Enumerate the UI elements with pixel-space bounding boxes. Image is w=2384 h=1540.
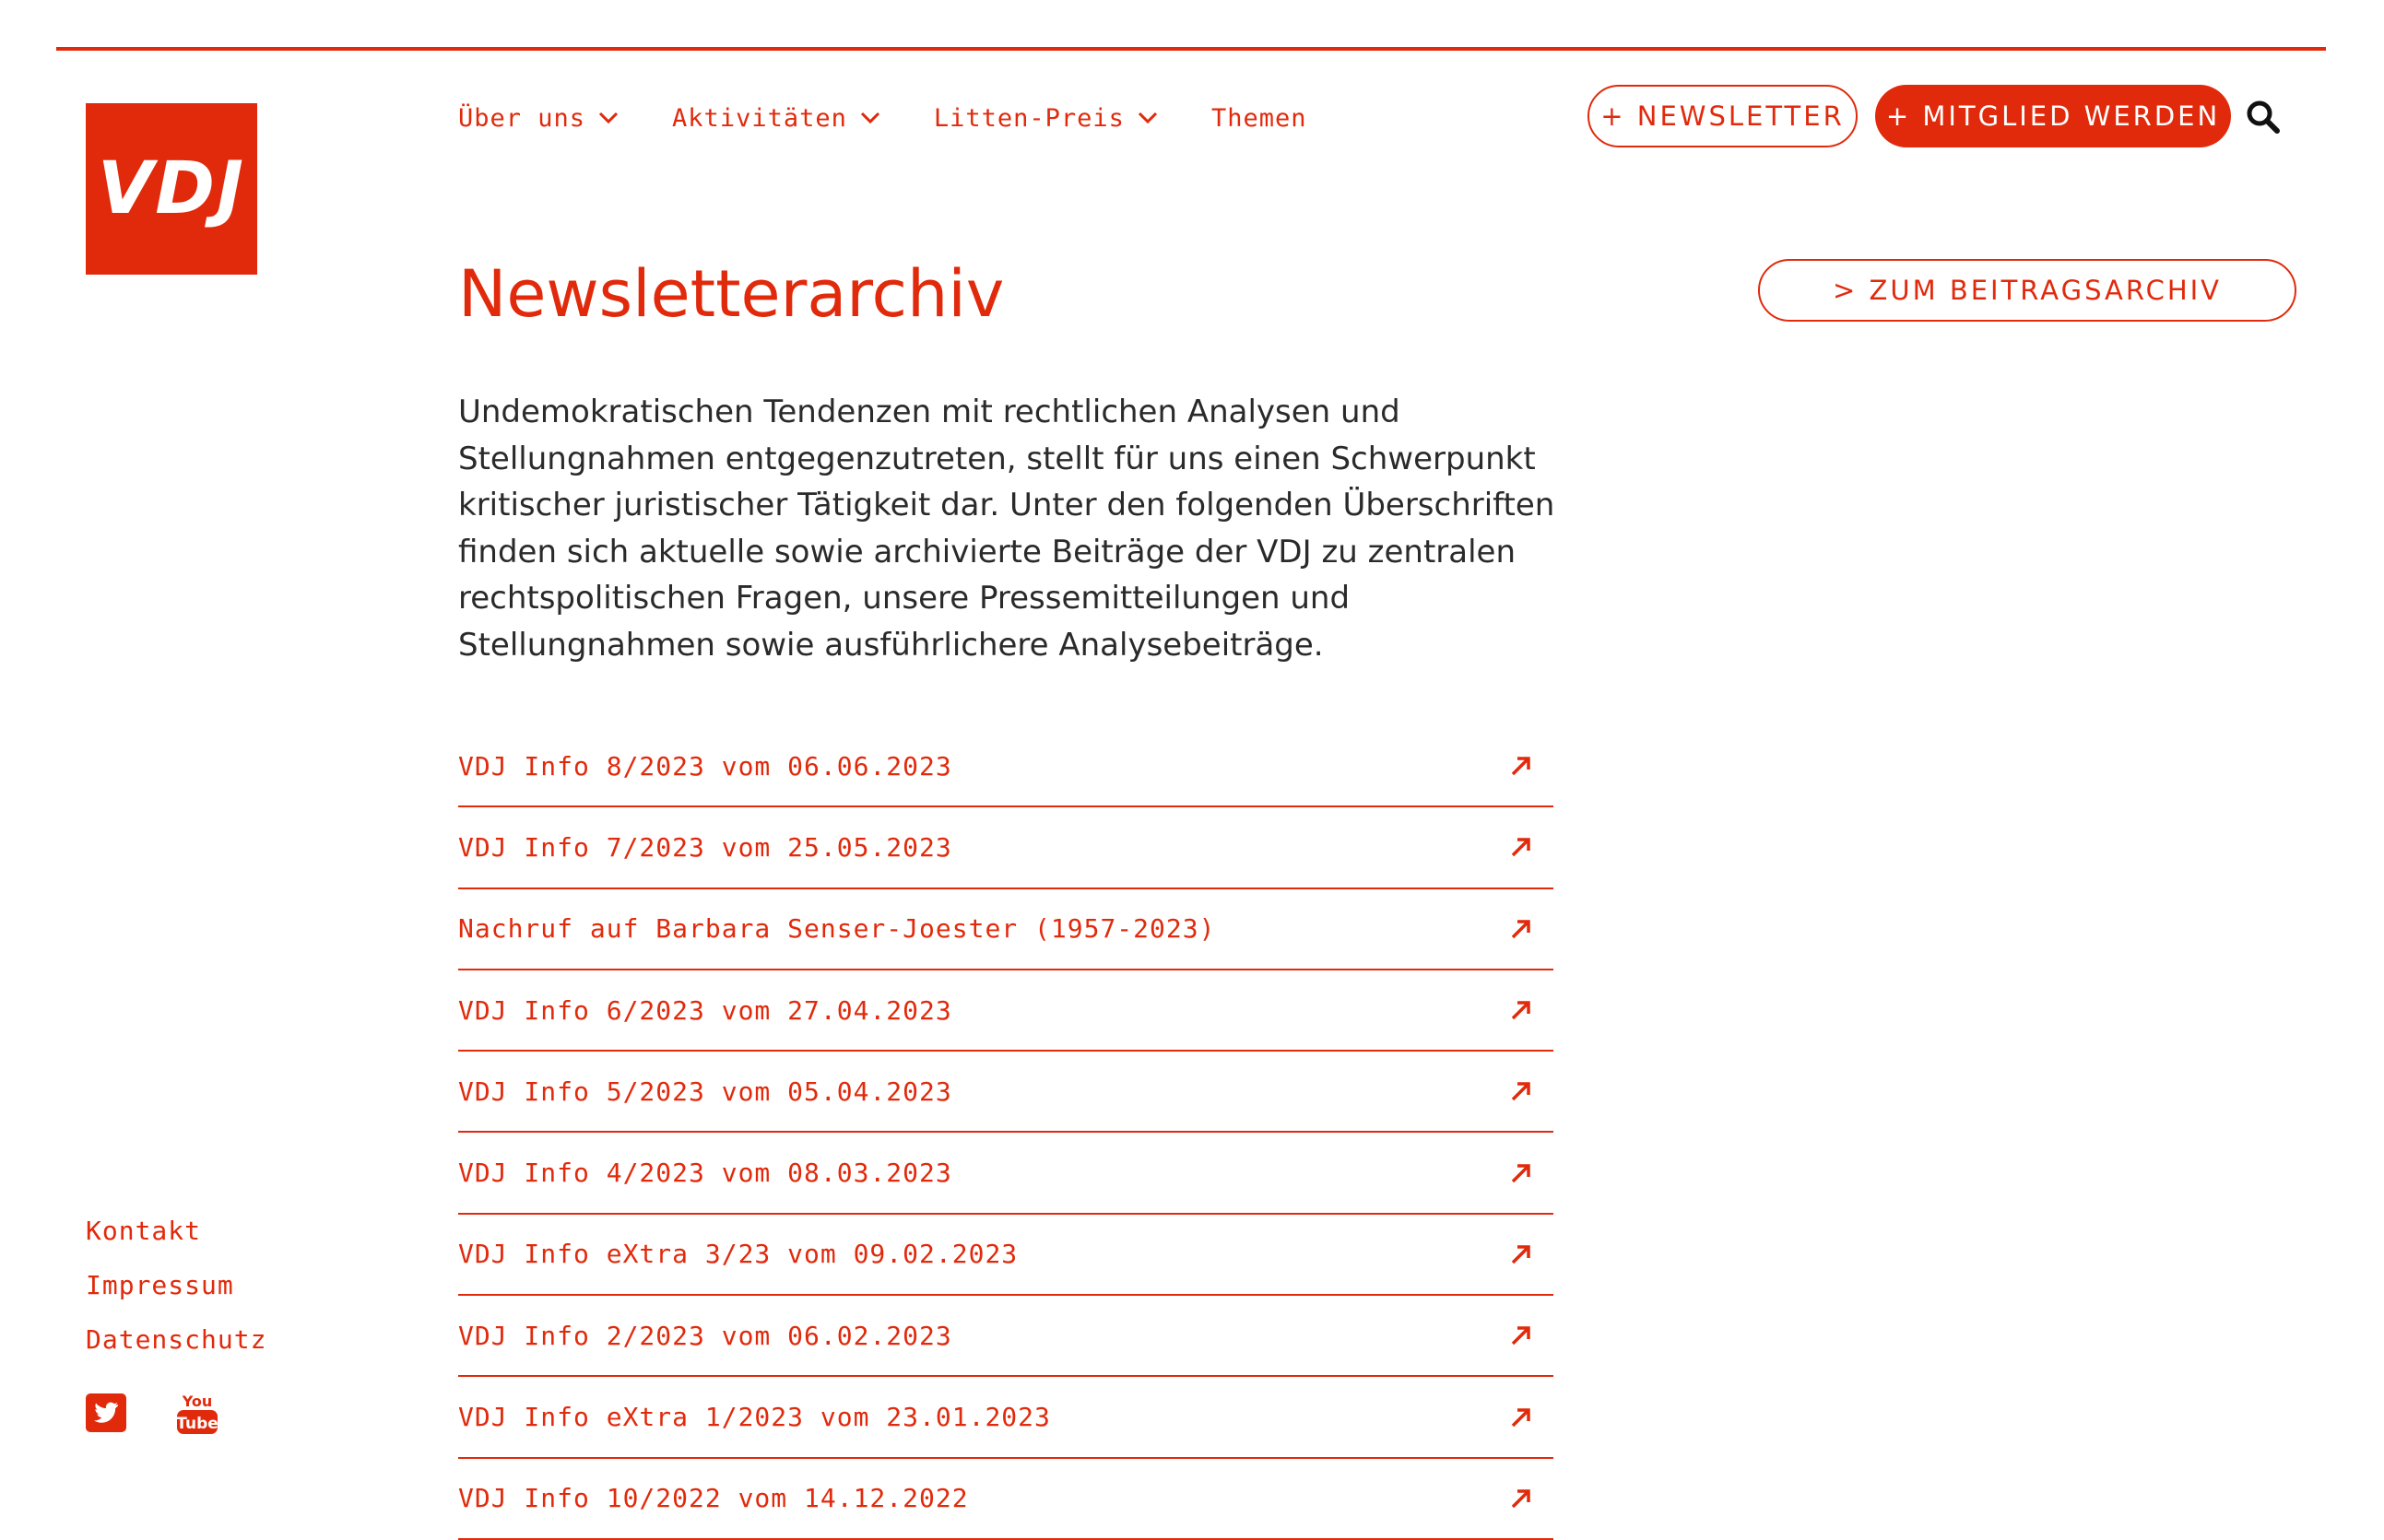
list-item[interactable] [458,889,1553,970]
logo-text: VDJ [97,147,246,230]
post-archive-button[interactable]: > ZUM BEITRAGSARCHIV [1758,259,2296,322]
list-item-label: VDJ Info 6/2023 vom 27.04.2023 [458,994,952,1026]
list-item-label: VDJ Info 5/2023 vom 05.04.2023 [458,1076,952,1107]
arrow-up-right-icon [1509,1323,1533,1347]
chevron-down-icon [860,112,880,124]
youtube-icon[interactable] [175,1390,219,1436]
intro-line: Stellungnahmen sowie ausführlichere Analysebeiträge. [458,626,1324,664]
list-item[interactable] [458,1459,1553,1540]
svg-text:Tube: Tube [176,1415,218,1433]
newsletter-list [458,726,1553,1540]
intro-line: Stellungnahmen entgegenzutreten, stellt für uns einen Schwerpunkt [458,440,1536,477]
become-member-button[interactable]: + MITGLIED WERDEN [1875,85,2231,147]
newsletter-button[interactable]: + NEWSLETTER [1587,85,1858,147]
nav-item-litten-preis[interactable] [934,104,1158,133]
list-item[interactable] [458,1377,1553,1458]
intro-line: Undemokratischen Tendenzen mit rechtlichen Analysen und [458,394,1400,430]
list-item[interactable] [458,1052,1553,1133]
chevron-down-icon [598,112,619,124]
nav-item-themen[interactable] [1211,104,1307,133]
list-item[interactable] [458,1215,1553,1296]
list-item-label: VDJ Info 2/2023 vom 06.02.2023 [458,1320,952,1351]
list-item-label: Nachruf auf Barbara Senser-Joester (1957-2023) [458,913,1216,945]
page-title: Newsletterarchiv [458,256,1005,332]
arrow-up-right-icon [1509,1487,1533,1511]
list-item-label: VDJ Info eXtra 3/23 vom 09.02.2023 [458,1239,1019,1270]
nav-item-label: Litten-Preis [933,103,1125,133]
nav-item-aktivitaeten[interactable] [672,104,880,133]
arrow-up-right-icon [1509,835,1533,859]
intro-line: rechtspolitischen Fragen, unsere Pressemitteilungen und [458,580,1351,617]
vdj-logo[interactable] [86,103,257,275]
list-item[interactable] [458,726,1553,807]
nav-item-label: Über uns [458,103,586,133]
intro-line: kritischer juristischer Tätigkeit dar. Unter den folgenden Überschriften [458,487,1555,523]
twitter-icon[interactable] [86,1393,126,1432]
search-icon[interactable] [2246,100,2281,135]
arrow-up-right-icon [1509,1079,1533,1103]
list-item[interactable] [458,1133,1553,1214]
list-item-label: VDJ Info eXtra 1/2023 vom 23.01.2023 [458,1402,1051,1433]
arrow-up-right-icon [1509,1161,1533,1185]
main-nav [458,100,1306,136]
arrow-up-right-icon [1509,998,1533,1022]
list-item[interactable] [458,970,1553,1052]
intro-text [458,389,1564,668]
chevron-down-icon [1138,112,1158,124]
arrow-up-right-icon [1509,917,1533,941]
footer-link-kontakt[interactable]: Kontakt [86,1216,202,1246]
nav-item-label: Themen [1210,103,1307,133]
arrow-up-right-icon [1509,1405,1533,1429]
footer-links [86,1213,266,1376]
nav-item-ueber-uns[interactable] [458,104,619,133]
footer-link-impressum[interactable]: Impressum [86,1270,234,1300]
list-item-label: VDJ Info 7/2023 vom 25.05.2023 [458,831,952,863]
arrow-up-right-icon [1509,1242,1533,1266]
intro-line: finden sich aktuelle sowie archivierte Beiträge der VDJ zu zentralen [458,533,1517,570]
arrow-up-right-icon [1509,754,1533,778]
svg-text:You: You [182,1393,213,1410]
list-item[interactable] [458,1296,1553,1377]
nav-item-label: Aktivitäten [672,103,847,133]
list-item-label: VDJ Info 8/2023 vom 06.06.2023 [458,750,952,782]
list-item[interactable] [458,807,1553,888]
list-item-label: VDJ Info 4/2023 vom 08.03.2023 [458,1158,952,1189]
list-item-label: VDJ Info 10/2022 vom 14.12.2022 [458,1483,969,1514]
top-divider [56,47,2326,51]
footer-link-datenschutz[interactable]: Datenschutz [86,1324,267,1355]
